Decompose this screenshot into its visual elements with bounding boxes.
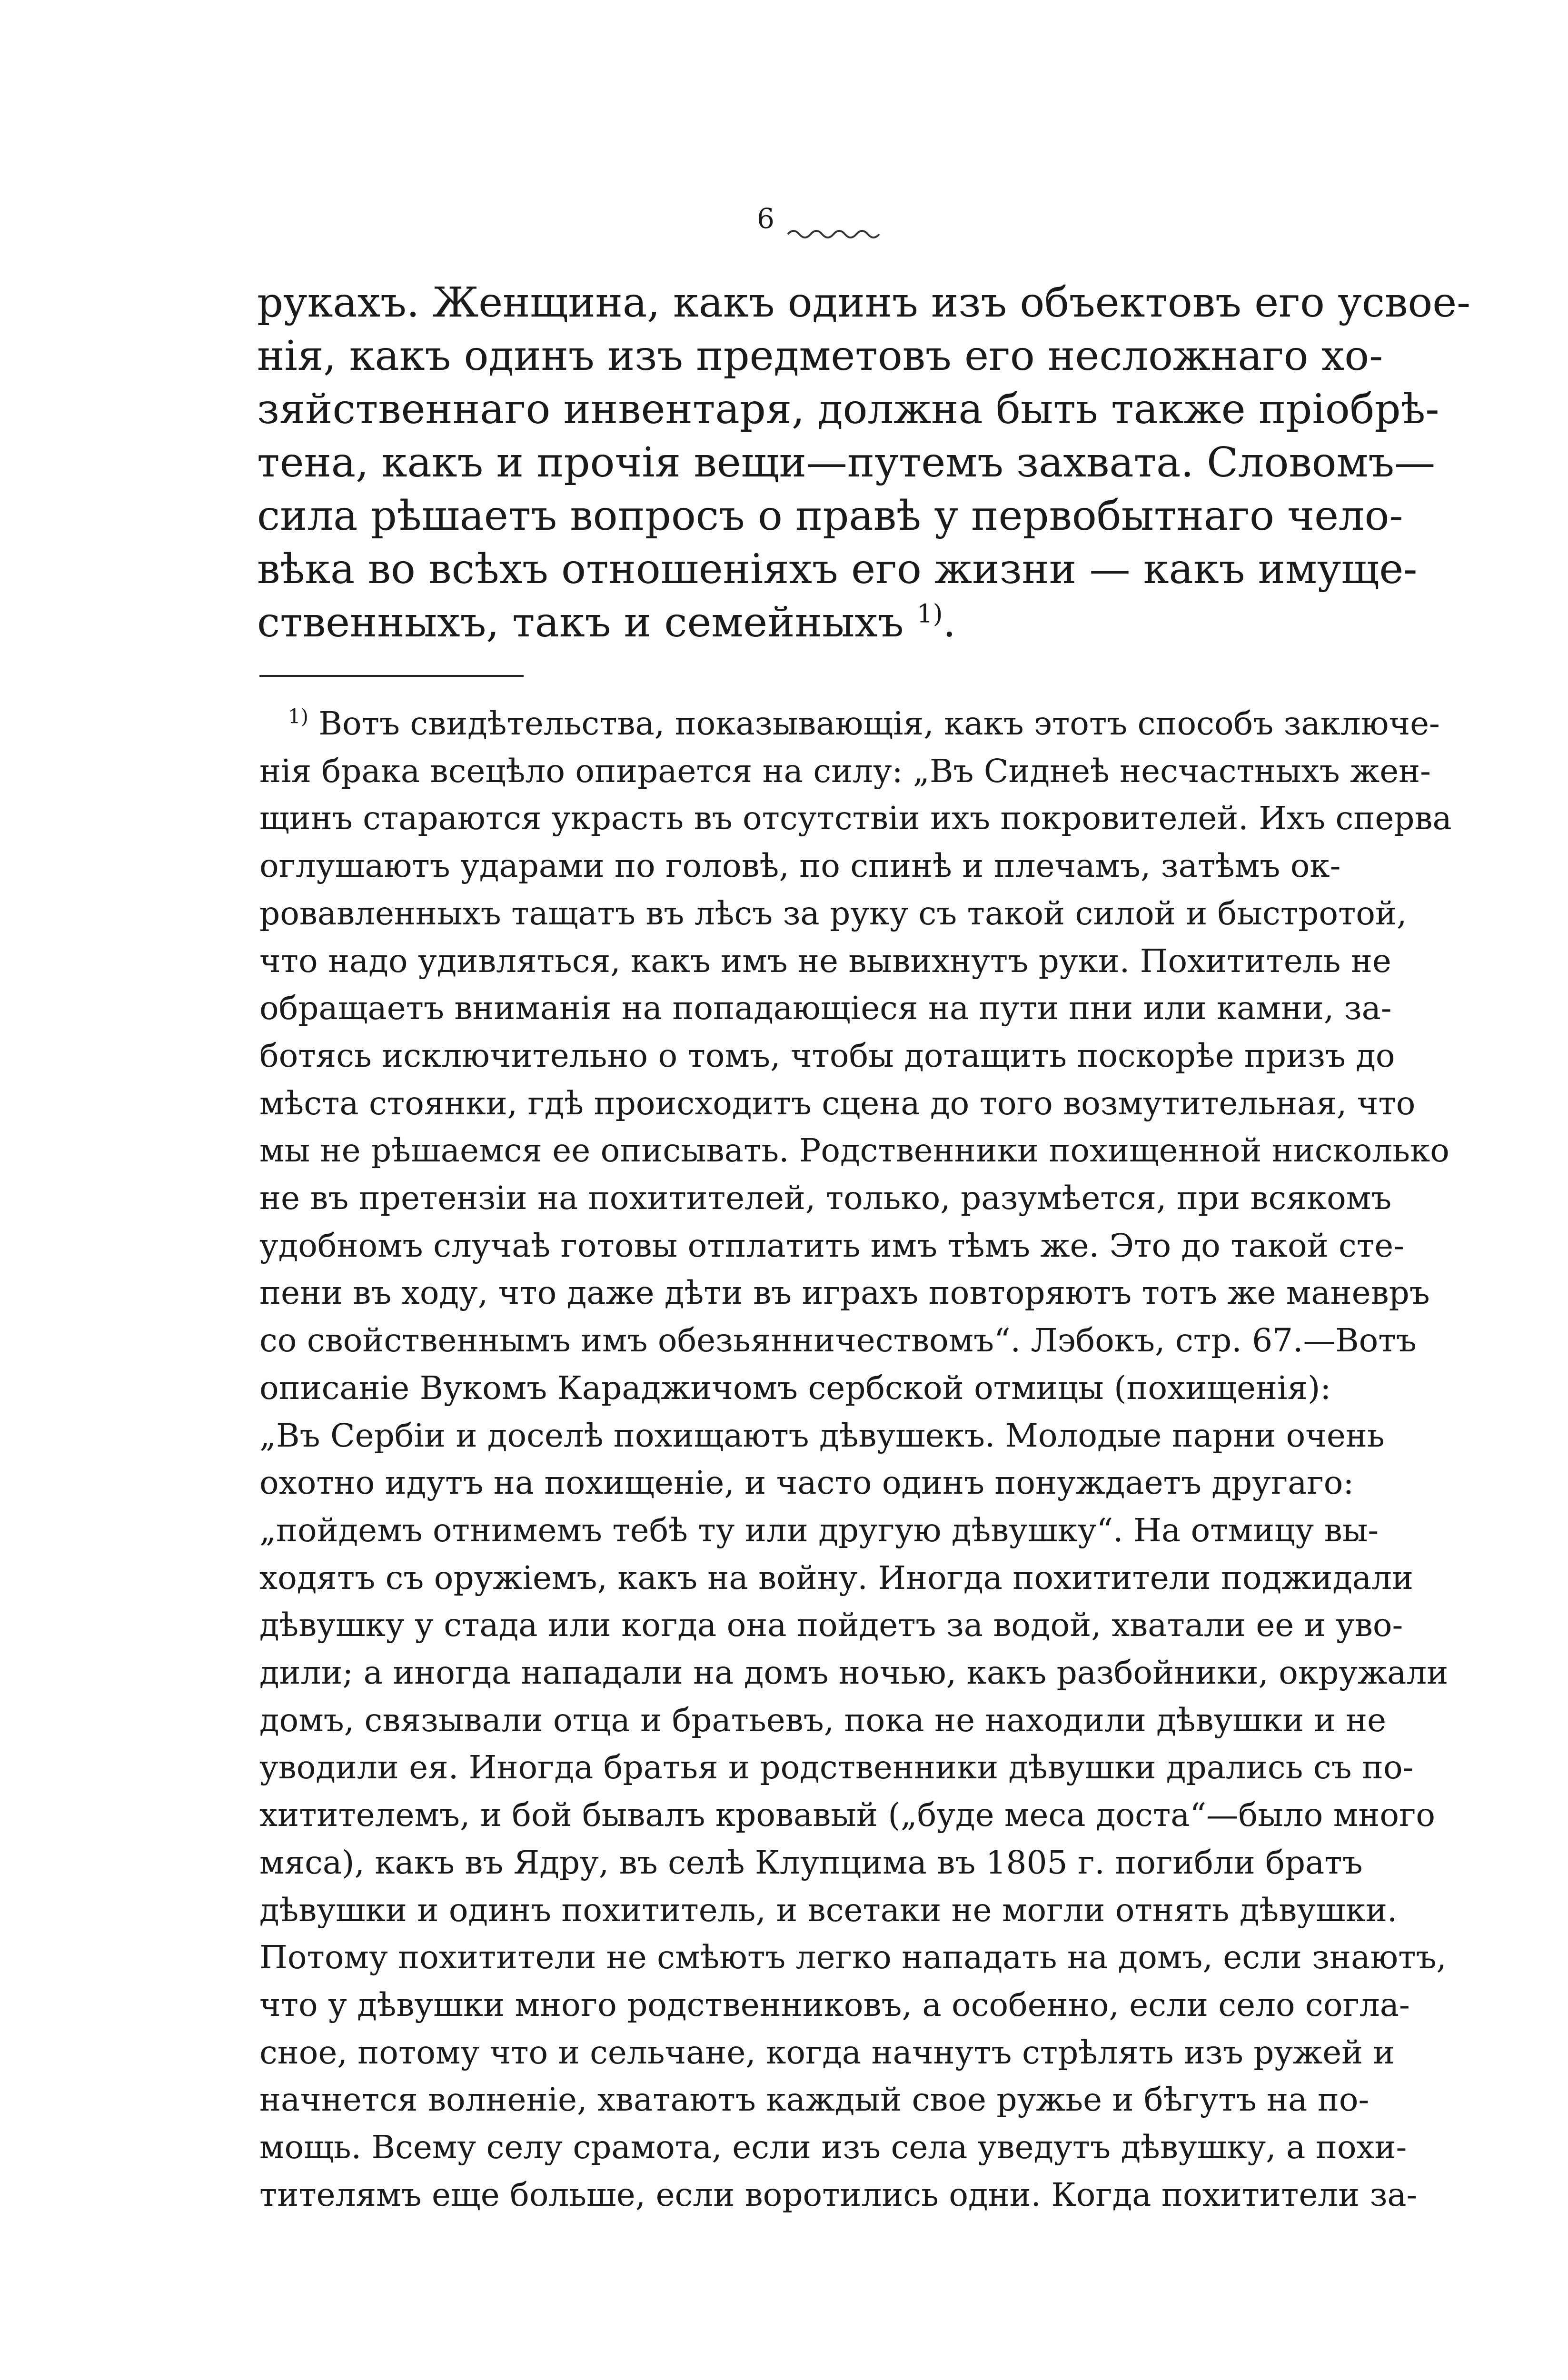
footnote-line: дѣвушку у стада или когда она пойдетъ за водой, хватали ее и уво-	[259, 1606, 1403, 1644]
footnote-line: ботясь исключительно о томъ, чтобы дотащить поскорѣе призъ до	[259, 1036, 1395, 1074]
footnote-line: начнется волненіе, хватаютъ каждый свое ружье и бѣгутъ на по-	[259, 2081, 1370, 2119]
footnote-line: не въ претензіи на похитителей, только, разумѣется, при всякомъ	[259, 1179, 1392, 1217]
footnote-separator	[259, 675, 524, 677]
main-text-line: тена, какъ и прочія вещи—путемъ захвата. Словомъ—	[257, 439, 1436, 486]
footnote-line: что надо удивляться, какъ имъ не вывихнутъ руки. Похититель не	[259, 942, 1391, 980]
footnote-line: удобномъ случаѣ готовы отплатить имъ тѣмъ же. Это до такой сте-	[259, 1226, 1404, 1264]
main-text-period: .	[943, 599, 956, 646]
footnote-line: Потому похитители не смѣютъ легко нападать на домъ, если знаютъ,	[259, 1938, 1447, 1976]
footnote-line: мѣста стоянки, гдѣ происходитъ сцена до того возмутительная, что	[259, 1084, 1416, 1122]
footnote-line: пени въ ходу, что даже дѣти въ играхъ повторяютъ тотъ же маневръ	[259, 1274, 1430, 1312]
footnote-line: со свойственнымъ имъ обезьянничествомъ“. Лэбокъ, стр. 67.—Вотъ	[259, 1321, 1417, 1359]
footnote-line: щинъ стараются украсть въ отсутствіи ихъ покровителей. Ихъ сперва	[259, 799, 1452, 837]
footnote-line: „Въ Сербіи и доселѣ похищаютъ дѣвушекъ. Молодые парни очень	[259, 1416, 1385, 1454]
footnote-line	[259, 700, 1440, 747]
main-paragraph	[257, 276, 1471, 649]
footnote-line: что у дѣвушки много родственниковъ, а особенно, если село согла-	[259, 1985, 1410, 2023]
wavy-ornament	[785, 224, 890, 243]
main-text-line: сила рѣшаетъ вопросъ о правѣ у первобытнаго чело-	[257, 492, 1403, 540]
footnote-line: домъ, связывали отца и братьевъ, пока не находили дѣвушки и не	[259, 1701, 1387, 1739]
footnote-reference: 1)	[916, 599, 943, 629]
footnote-marker: 1)	[288, 704, 308, 728]
footnote-line: хитителемъ, и бой бывалъ кровавый („буде меса доста“—было много	[259, 1796, 1436, 1834]
footnote-line: уводили ея. Иногда братья и родственники дѣвушки дрались съ по-	[259, 1748, 1414, 1786]
footnote-line: ходятъ съ оружіемъ, какъ на войну. Иногда похитители поджидали	[259, 1558, 1414, 1597]
main-text-line: вѣка во всѣхъ отношеніяхъ его жизни — какъ имуще-	[257, 545, 1418, 593]
main-text-line: рукахъ. Женщина, какъ одинъ изъ объектовъ его усвое-	[257, 279, 1471, 327]
page-number: 6	[757, 202, 774, 235]
footnote-line: тителямъ еще больше, если воротились одни. Когда похитители за-	[259, 2175, 1418, 2213]
footnote-line: сное, потому что и сельчане, когда начнутъ стрѣлять изъ ружей и	[259, 2033, 1395, 2071]
main-text-line: зяйственнаго инвентаря, должна быть также пріобрѣ-	[257, 386, 1439, 433]
main-text-line: нія, какъ одинъ изъ предметовъ его несложнаго хо-	[257, 332, 1383, 380]
footnote-line: мощь. Всему селу срамота, если изъ села уведутъ дѣвушку, а похи-	[259, 2128, 1407, 2166]
footnote-line: „пойдемъ отнимемъ тебѣ ту или другую дѣвушку“. На отмицу вы-	[259, 1511, 1379, 1549]
main-text-line	[257, 596, 1295, 649]
footnote-line: мяса), какъ въ Ядру, въ селѣ Клупцима въ 1805 г. погибли братъ	[259, 1843, 1363, 1881]
footnote	[259, 700, 1452, 2219]
footnote-line: охотно идутъ на похищеніе, и часто одинъ понуждаетъ другаго:	[259, 1464, 1354, 1502]
footnote-line: нія брака всецѣло опирается на силу: „Въ Сиднеѣ несчастныхъ жен-	[259, 752, 1431, 790]
footnote-line: обращаетъ вниманія на попадающіеся на пути пни или камни, за-	[259, 989, 1392, 1027]
footnote-line: ровавленныхъ тащатъ въ лѣсъ за руку съ такой силой и быстротой,	[259, 894, 1407, 932]
footnote-line: мы не рѣшаемся ее описывать. Родственники похищенной нисколько	[259, 1131, 1449, 1170]
footnote-line: дѣвушки и одинъ похититель, и всетаки не могли отнять дѣвушки.	[259, 1891, 1398, 1929]
footnote-first-line-text: Вотъ свидѣтельства, показывающія, какъ этотъ способъ заключе-	[318, 704, 1440, 742]
footnote-line: оглушаютъ ударами по головѣ, по спинѣ и плечамъ, затѣмъ ок-	[259, 847, 1341, 885]
footnote-line: описаніе Вукомъ Караджичомъ сербской отмицы (похищенія):	[259, 1368, 1331, 1407]
footnote-line: дили; а иногда нападали на домъ ночью, какъ разбойники, окружали	[259, 1654, 1449, 1692]
main-text-last-line: ственныхъ, такъ и семейныхъ	[257, 599, 904, 646]
